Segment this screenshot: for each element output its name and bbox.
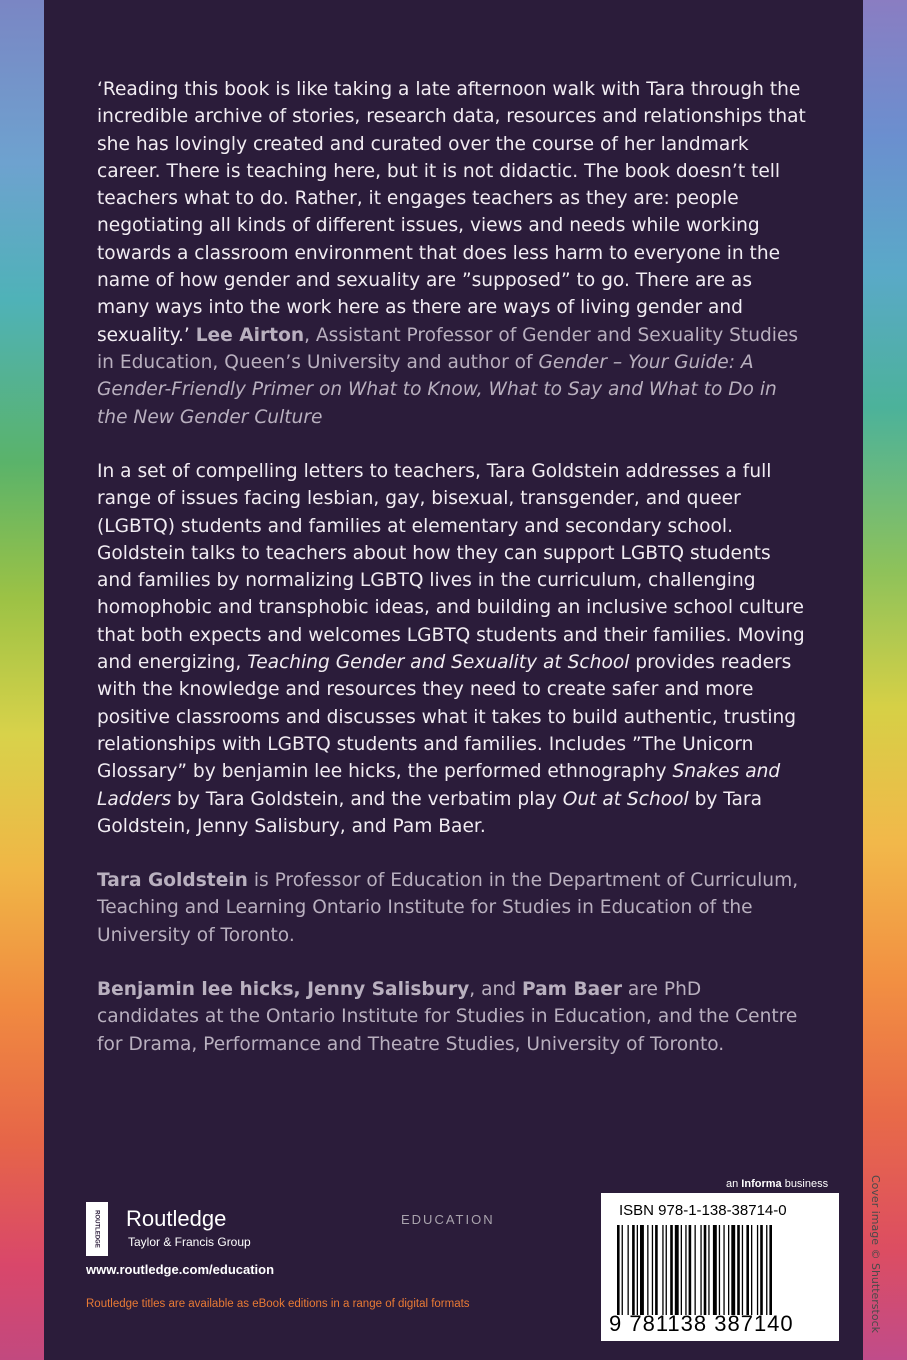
subject-category: EDUCATION: [401, 1212, 495, 1227]
description-text: In a set of compelling letters to teachers, Tara Goldstein addresses a full range of issues facing lesbian, gay, bisexual, transgender, and queer (LGBTQ) students and families at elementary and secondary school. Goldstein talks to teachers about how they can support LGBTQ students and families by normalizing LGBTQ lives in the curriculum, challenging homophobic and transphobic ideas, and building an inclusive school culture that both expects and welcomes LGBTQ students and their families. Moving and energizing,: [97, 461, 805, 674]
barcode-bar: [681, 1225, 682, 1315]
barcode-bar: [655, 1225, 658, 1315]
barcode-bar: [670, 1225, 673, 1315]
barcode-digits: 9 781138 387140: [609, 1311, 794, 1336]
barcode-bar: [737, 1225, 740, 1315]
barcode-graphic: [617, 1225, 827, 1315]
barcode-bar: [757, 1225, 758, 1315]
informa-prefix: an: [726, 1178, 742, 1190]
attribution-book-title: Gender – Your Guide: A Gender-Friendly Primer on What to Know, What to Say and What to Do in the New Gender Culture: [97, 351, 777, 428]
play-title: Out at School: [562, 788, 689, 810]
informa-name: Informa: [741, 1178, 782, 1190]
barcode-bar: [731, 1225, 735, 1315]
barcode-bar: [695, 1225, 696, 1315]
barcode-bar: [637, 1225, 638, 1315]
barcode-bar: [647, 1225, 648, 1315]
author-bio: [97, 867, 809, 949]
informa-suffix: business: [781, 1178, 829, 1190]
barcode-bar: [685, 1225, 686, 1315]
barcode-bar: [700, 1225, 701, 1315]
play-title: Snakes and Ladders: [97, 761, 781, 810]
isbn-label: ISBN 978-1-138-38714-0: [619, 1202, 787, 1219]
description-text: by Tara Goldstein, and the verbatim play: [171, 788, 563, 810]
barcode-bar: [662, 1225, 663, 1315]
informa-business: [726, 1178, 828, 1190]
barcode-bar: [622, 1225, 623, 1315]
credit-text: Cover image © Shutterstock: [869, 1175, 882, 1333]
contributors-bio: [97, 976, 809, 1058]
book-title: Teaching Gender and Sexuality at School: [247, 652, 630, 674]
book-description: [97, 458, 809, 840]
publisher-group: Taylor & Francis Group: [128, 1235, 251, 1249]
contributor-conjunction: , and: [469, 979, 522, 1000]
barcode-bar: [766, 1225, 767, 1315]
attribution-name: Lee Airton: [195, 324, 305, 346]
author-bio-text: is Professor of Education in the Department of Curriculum, Teaching and Learning Ontario Institute for Studies in Education of the University of Toronto.: [97, 870, 799, 946]
ebook-note: Routledge titles are available as eBook editions in a range of digital formats: [86, 1298, 470, 1310]
endorsement-quote: [97, 76, 809, 431]
barcode-bar: [652, 1225, 653, 1315]
barcode-bar: [751, 1225, 752, 1315]
barcode-bar: [689, 1225, 692, 1315]
quote-text: ‘Reading this book is like taking a late afternoon walk with Tara through the incredible archive of stories, research data, resources and relationships that she has lovingly created and curated over the course of her landmark career. There is teaching here, but it is not didactic. The book doesn’t tell teachers what to do. Rather, it engages teachers as they are: people negotiating all kinds of different issues, views and needs while working towards a classroom environment that does less harm to everyone in the name of how gender and sexuality are ”supposed” to go. There are as many ways into the work here as there are ways of living gender and sexuality.’: [97, 79, 806, 346]
rainbow-watercolor-right: [863, 0, 907, 1360]
routledge-logo: [86, 1202, 286, 1256]
barcode-bar: [719, 1225, 720, 1315]
routledge-logo-mark: [86, 1202, 108, 1256]
barcode-bar: [704, 1225, 707, 1315]
rainbow-watercolor-left: [0, 0, 44, 1360]
barcode-bar: [769, 1225, 772, 1315]
barcode-bar: [628, 1225, 629, 1315]
barcode-bar: [728, 1225, 729, 1315]
barcode-bar: [617, 1225, 620, 1315]
quote-attribution: [97, 325, 798, 428]
barcode-bar: [713, 1225, 717, 1315]
publisher-website: www.routledge.com/education: [86, 1262, 275, 1277]
cover-image-credit: [866, 1175, 884, 1333]
barcode-bar: [723, 1225, 724, 1315]
barcode-bar: [746, 1225, 749, 1315]
description-text: provides readers with the knowledge and resources they need to create safer and more positive classrooms and discusses what it takes to build authentic, trusting relationships with LGBTQ students and families. Includes ”The Unicorn Glossary” by benjamin lee hicks, the performed ethnography: [97, 652, 797, 783]
contributors-bio-text: are PhD candidates at the Ontario Institute for Studies in Education, and the Centre for Drama, Performance and Theatre Studies, University of Toronto.: [97, 979, 798, 1055]
isbn-barcode-box: [601, 1193, 839, 1341]
barcode-bar: [708, 1225, 709, 1315]
attribution-role: , Assistant Professor of Gender and Sexuality Studies in Education, Queen’s University and author of: [97, 324, 799, 373]
author-name: Tara Goldstein: [97, 870, 248, 891]
barcode-bar: [666, 1225, 667, 1315]
barcode-bar: [760, 1225, 763, 1315]
contributor-names: Benjamin lee hicks, Jenny Salisbury: [97, 979, 470, 1000]
logo-vertical-text: ROUTLEDGE: [93, 1210, 100, 1248]
description-text: by Tara Goldstein, Jenny Salisbury, and Pam Baer.: [97, 788, 762, 837]
barcode-bar: [632, 1225, 635, 1315]
contributor-names: Pam Baer: [521, 979, 623, 1000]
barcode-bar: [675, 1225, 679, 1315]
publisher-name: Routledge: [126, 1206, 227, 1231]
barcode-bar: [742, 1225, 743, 1315]
barcode-bar: [640, 1225, 644, 1315]
